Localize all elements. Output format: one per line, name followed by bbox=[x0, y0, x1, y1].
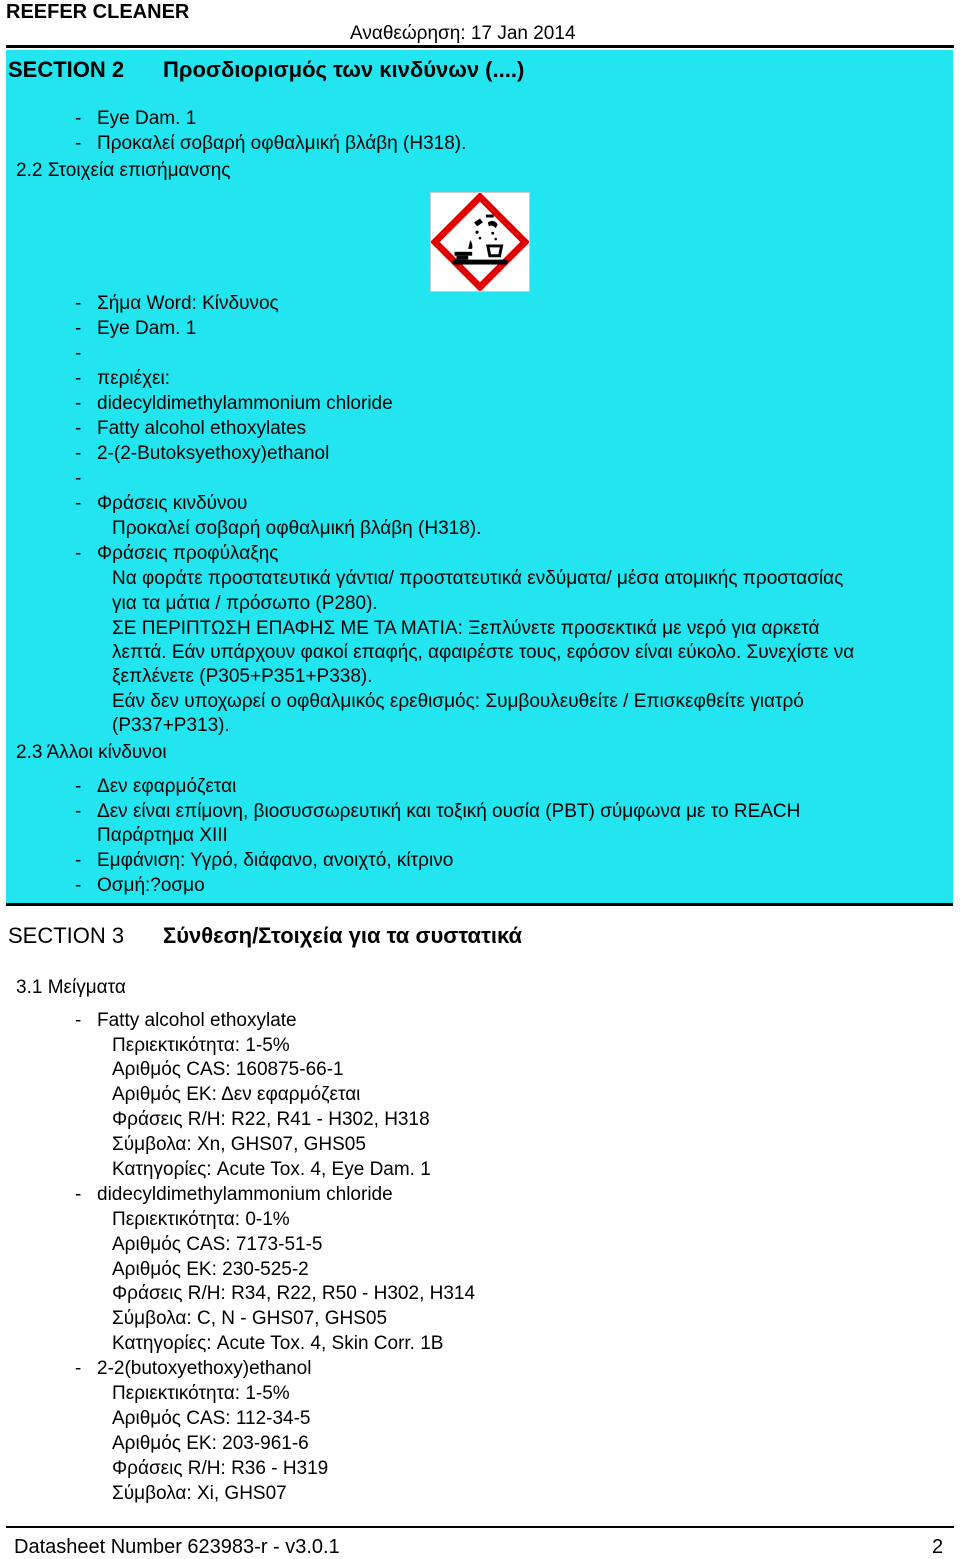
footer-rule bbox=[6, 1526, 954, 1528]
component-detail: Σύμβολα: Xn, GHS07, GHS05 bbox=[112, 1134, 366, 1155]
component-detail: Φράσεις R/H: R34, R22, R50 - H302, H314 bbox=[112, 1283, 476, 1304]
component-detail: Αριθμός ΕΚ: 230-525-2 bbox=[112, 1259, 309, 1280]
precaution-line: ΣΕ ΠΕΡΙΠΤΩΣΗ ΕΠΑΦΗΣ ΜΕ ΤΑ ΜΑΤΙΑ: Ξεπλύνετε προσεκτικά με νερό για αρκετά bbox=[112, 618, 820, 639]
corrosion-ghs05-icon bbox=[430, 192, 530, 292]
component-detail: Κατηγορίες: Acute Tox. 4, Eye Dam. 1 bbox=[112, 1159, 431, 1180]
section3-number: SECTION 3 bbox=[8, 923, 125, 948]
component-detail: Αριθμός ΕΚ: Δεν εφαρμόζεται bbox=[112, 1084, 361, 1105]
component-detail: Αριθμός CAS: 160875-66-1 bbox=[112, 1059, 344, 1080]
precaution-line: Εάν δεν υποχωρεί ο οφθαλμικός ερεθισμός: Συμβουλευθείτε / Επισκεφθείτε γιατρό bbox=[112, 691, 804, 712]
list-item: - Οσμή:?οσμο bbox=[75, 875, 205, 896]
section3-heading bbox=[8, 922, 522, 950]
component-detail: Φράσεις R/H: R22, R41 - H302, H318 bbox=[112, 1109, 430, 1130]
component-name: - 2-2(butoxyethoxy)ethanol bbox=[75, 1358, 312, 1379]
component-detail: Αριθμός ΕΚ: 203-961-6 bbox=[112, 1433, 309, 1454]
list-item: - Δεν εφαρμόζεται bbox=[75, 776, 237, 797]
component-detail: Αριθμός CAS: 7173-51-5 bbox=[112, 1234, 323, 1255]
precaution-line: για τα μάτια / πρόσωπο (P280). bbox=[112, 593, 378, 614]
precaution-line: Να φοράτε προστατευτικά γάντια/ προστατευτικά ενδύματα/ μέσα ατομικής προστασίας bbox=[112, 568, 844, 589]
list-item: - Fatty alcohol ethoxylates bbox=[75, 418, 307, 439]
list-item: - Eye Dam. 1 bbox=[75, 108, 197, 129]
subsection-2-3: 2.3 Άλλοι κίνδυνοι bbox=[16, 742, 167, 763]
subsection-3-1: 3.1 Μείγματα bbox=[16, 977, 126, 998]
page-number: 2 bbox=[932, 1536, 944, 1558]
precaution-line: λεπτά. Εάν υπάρχουν φακοί επαφής, αφαιρέστε τους, εφόσον είναι εύκολο. Συνεχίστε να bbox=[112, 642, 855, 663]
revision-date: Αναθεώρηση: 17 Jan 2014 bbox=[350, 23, 576, 44]
list-item: - Εμφάνιση: Υγρό, διάφανο, ανοιχτό, κίτρινο bbox=[75, 850, 454, 871]
component-name: - didecyldimethylammonium chloride bbox=[75, 1184, 393, 1205]
list-item: - Eye Dam. 1 bbox=[75, 318, 197, 339]
datasheet-number: Datasheet Number 623983-r - v3.0.1 bbox=[14, 1536, 340, 1558]
list-item: - Φράσεις κινδύνου bbox=[75, 493, 248, 514]
list-item: - bbox=[75, 468, 82, 489]
subsection-2-2: 2.2 Στοιχεία επισήμανσης bbox=[16, 160, 231, 181]
section2-title: Προσδιορισμός των κινδύνων (....) bbox=[163, 57, 525, 82]
list-item: - didecyldimethylammonium chloride bbox=[75, 393, 393, 414]
section2-heading bbox=[8, 56, 524, 84]
list-item: - Δεν είναι επίμονη, βιοσυσσωρευτική και τοξική ουσία (PBT) σύμφωνα με το REACH bbox=[75, 801, 801, 822]
document-title: REEFER CLEANER bbox=[6, 1, 190, 23]
header-rule bbox=[6, 45, 954, 48]
component-detail: Αριθμός CAS: 112-34-5 bbox=[112, 1408, 311, 1429]
precaution-line: (P337+P313). bbox=[112, 715, 230, 736]
hazard-statement: Προκαλεί σοβαρή οφθαλμική βλάβη (H318). bbox=[112, 518, 482, 539]
component-detail: Σύμβολα: Xi, GHS07 bbox=[112, 1483, 287, 1504]
section3-title: Σύνθεση/Στοιχεία για τα συστατικά bbox=[163, 923, 523, 948]
component-detail: Κατηγορίες: Acute Tox. 4, Skin Corr. 1B bbox=[112, 1333, 444, 1354]
list-item: - bbox=[75, 343, 82, 364]
component-detail: Περιεκτικότητα: 1-5% bbox=[112, 1035, 290, 1056]
component-detail: Περιεκτικότητα: 1-5% bbox=[112, 1383, 290, 1404]
list-item: - Φράσεις προφύλαξης bbox=[75, 543, 279, 564]
component-detail: Περιεκτικότητα: 0-1% bbox=[112, 1209, 290, 1230]
list-item: - 2-(2-Butoksyethoxy)ethanol bbox=[75, 443, 330, 464]
component-detail: Σύμβολα: C, N - GHS07, GHS05 bbox=[112, 1308, 388, 1329]
list-item: - περιέχει: bbox=[75, 368, 171, 389]
section2-number: SECTION 2 bbox=[8, 57, 125, 82]
list-item: - Σήμα Word: Κίνδυνος bbox=[75, 293, 279, 314]
component-detail: Φράσεις R/H: R36 - H319 bbox=[112, 1458, 329, 1479]
precaution-line: ξεπλένετε (P305+P351+P338). bbox=[112, 666, 373, 687]
list-item: - Προκαλεί σοβαρή οφθαλμική βλάβη (H318). bbox=[75, 133, 467, 154]
list-item-continuation: Παράρτημα XIII bbox=[97, 825, 228, 846]
component-name: - Fatty alcohol ethoxylate bbox=[75, 1010, 297, 1031]
